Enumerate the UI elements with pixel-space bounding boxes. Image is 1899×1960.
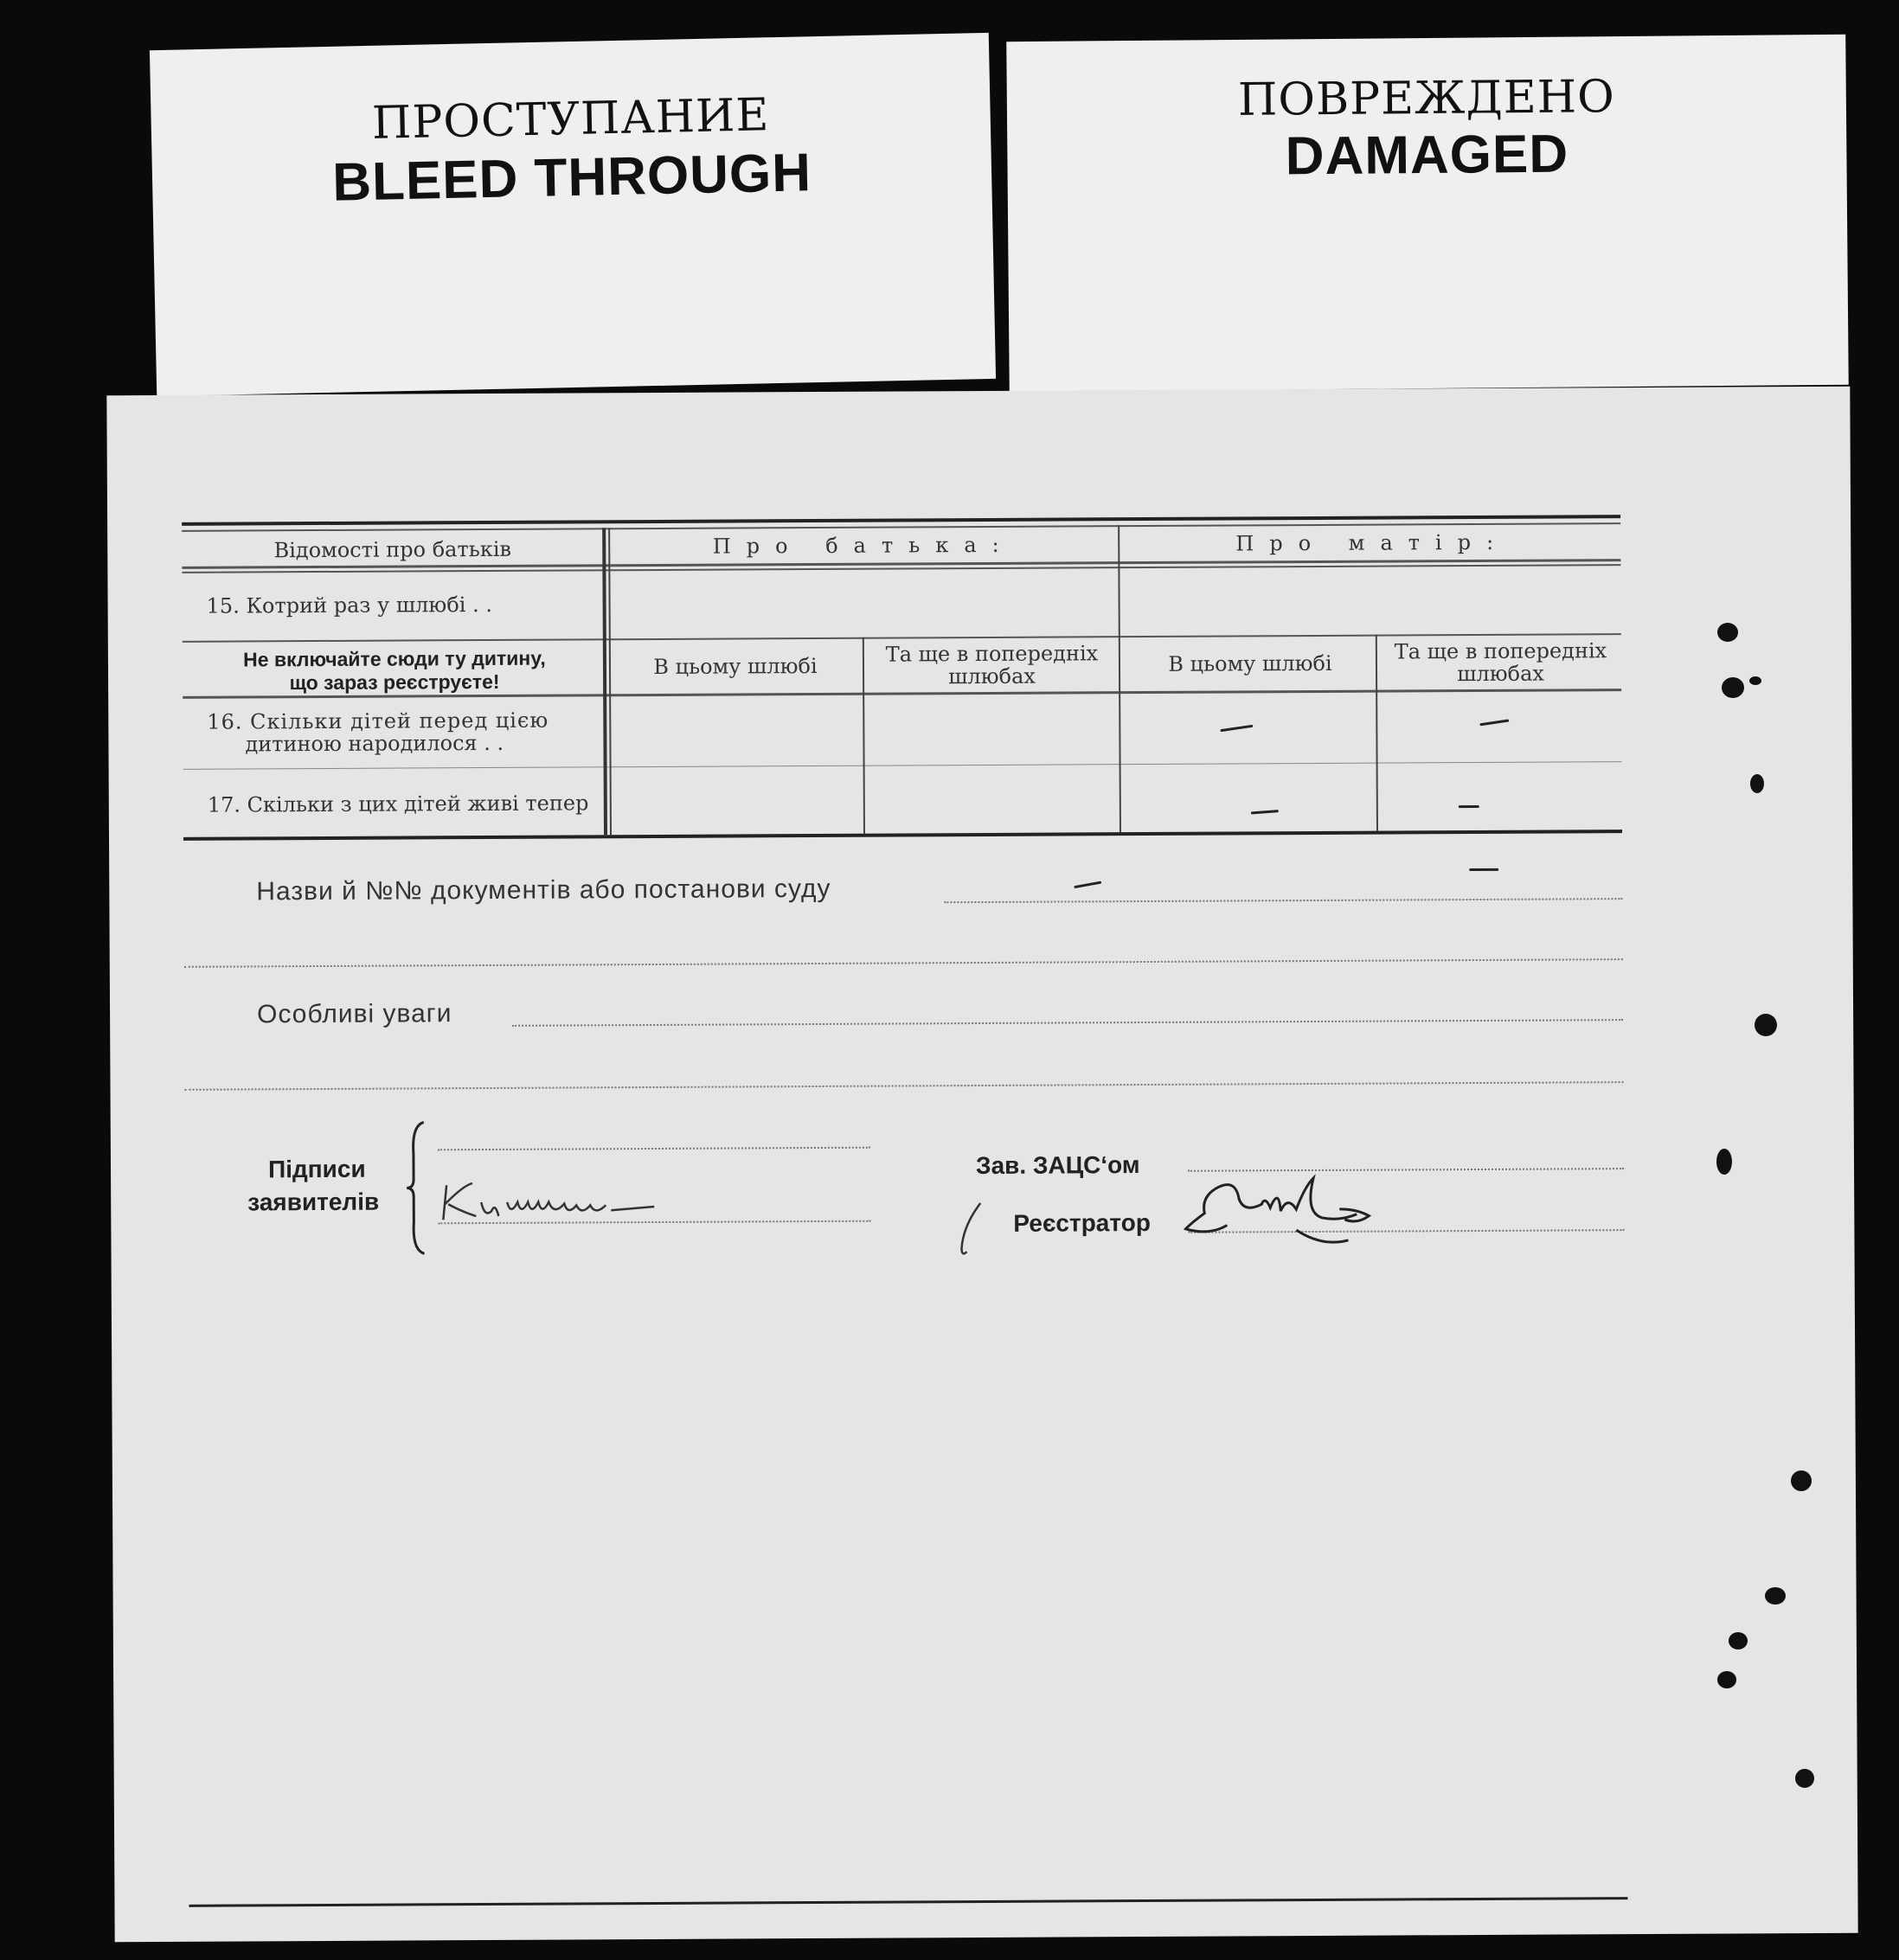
damage-hole <box>1716 1149 1732 1175</box>
col-divider-2 <box>1118 525 1121 832</box>
special-notes-line[interactable] <box>512 1019 1623 1027</box>
document-page <box>106 387 1857 1943</box>
damaged-card <box>1006 35 1848 392</box>
documents-label: Назви й №№ документів або постанови суду <box>256 874 831 906</box>
mother-this-marriage: В цьому шлюбі <box>1168 650 1332 676</box>
damage-hole <box>1791 1470 1812 1491</box>
father-prev-line-2: шлюбах <box>948 663 1036 689</box>
damage-hole <box>1749 676 1761 685</box>
margin-pen-mark <box>954 1200 989 1260</box>
damage-hole <box>1755 1014 1777 1036</box>
row-16-bottom-rule <box>183 761 1622 770</box>
damaged-en-label: DAMAGED <box>1285 124 1569 187</box>
header-father: Про батька: <box>712 532 1015 559</box>
bleed-through-card <box>150 33 996 396</box>
special-notes-label: Особливі уваги <box>256 999 452 1029</box>
head-of-registry-label: Зав. ЗАЦС‘ом <box>975 1151 1140 1180</box>
applicants-label-line-2: заявителів <box>247 1188 380 1216</box>
col-divider-1 <box>602 528 607 835</box>
row-15-label: 15. Котрий раз у шлюбі . . <box>206 592 493 618</box>
registrar-signature <box>1184 1161 1392 1257</box>
damage-hole <box>1765 1587 1786 1605</box>
applicant-signature-line-1[interactable] <box>438 1147 870 1151</box>
note-line-2: що зараз реєструєте! <box>289 669 500 695</box>
header-mother: Про матір: <box>1235 529 1510 556</box>
documents-line[interactable] <box>944 898 1622 903</box>
handwritten-dash <box>1251 810 1279 814</box>
damage-hole <box>1750 774 1764 793</box>
col-divider-mother-sub <box>1376 635 1378 831</box>
father-prev-line-1: Та ще в попередніх <box>885 641 1099 667</box>
handwritten-dash <box>1459 805 1479 808</box>
table-bottom-rule <box>183 829 1622 841</box>
page-bottom-rule <box>189 1897 1627 1907</box>
mother-prev-line-2: шлюбах <box>1457 661 1544 687</box>
col-divider-1b <box>608 528 612 835</box>
special-notes-line-2[interactable] <box>185 1081 1624 1091</box>
handwritten-dash <box>1469 868 1498 871</box>
applicant-signature <box>438 1175 680 1228</box>
applicants-brace <box>405 1118 432 1257</box>
documents-line-2[interactable] <box>184 958 1623 968</box>
registrar-label: Реєстратор <box>1013 1208 1151 1237</box>
header-parents-info: Відомості про батьків <box>273 536 512 563</box>
damage-hole <box>1729 1632 1748 1649</box>
row-16-label-line-2: дитиною народилося . . <box>245 730 504 757</box>
handwritten-dash <box>1220 725 1253 732</box>
damage-hole <box>1717 1671 1736 1688</box>
handwritten-dash <box>1074 881 1101 889</box>
damage-hole <box>1717 623 1738 642</box>
bleed-through-en-label: BLEED THROUGH <box>331 143 812 213</box>
damage-hole <box>1795 1769 1814 1788</box>
mother-prev-line-1: Та ще в попередніх <box>1394 638 1607 664</box>
row-17-label: 17. Скільки з цих дітей живі тепер <box>207 791 589 817</box>
applicants-label-line-1: Підписи <box>267 1155 366 1183</box>
damaged-ru-label: ПОВРЕЖДЕНО <box>1237 71 1615 126</box>
bleed-through-ru-label: ПРОСТУПАНИЕ <box>371 89 770 150</box>
damage-hole <box>1722 677 1744 698</box>
row-16-label-line-1: 16. Скільки дітей перед цією <box>207 708 549 734</box>
note-line-1: Не включайте сюди ту дитину, <box>243 646 546 671</box>
handwritten-dash <box>1479 719 1509 726</box>
father-this-marriage: В цьому шлюбі <box>653 653 818 679</box>
